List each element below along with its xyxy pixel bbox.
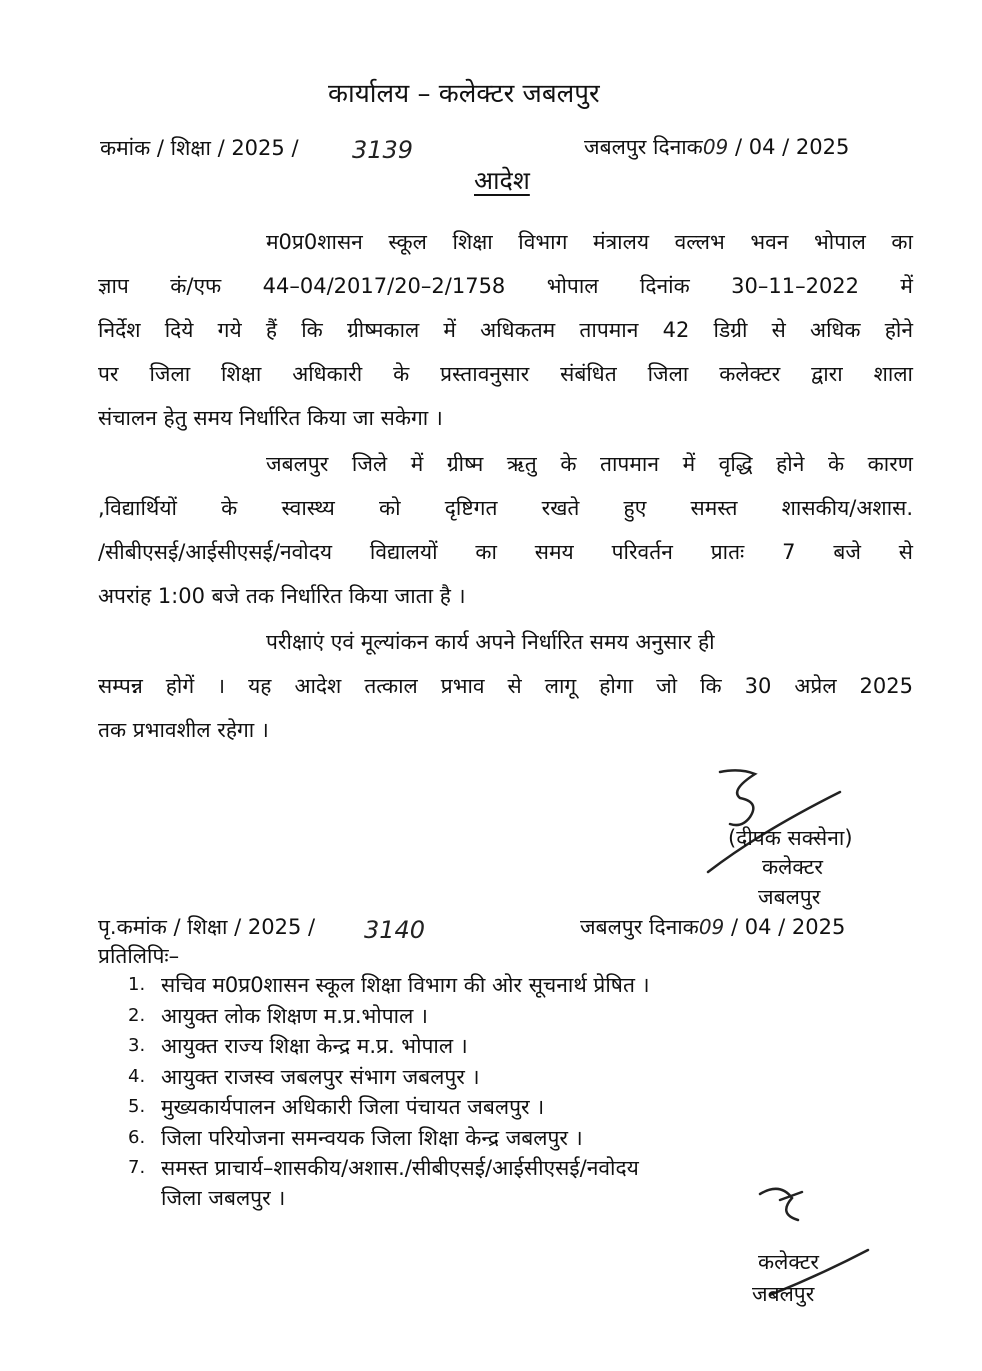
list-number: 4. — [128, 1065, 146, 1087]
endorsement-date — [580, 913, 845, 941]
paragraph-line: /सीबीएसई/आईसीएसई/नवोदय विद्यालयों का समय परिवर्तन प्रातः 7 बजे से — [98, 540, 913, 564]
paragraph-line: जबलपुर जिले में ग्रीष्म ऋतु के तापमान में वृद्धि होने के कारण — [266, 452, 913, 476]
paragraph-line: अपरांह 1:00 बजे तक निर्धारित किया जाता है । — [98, 584, 466, 608]
paragraph-2 — [98, 442, 913, 618]
order-date-prefix: जबलपुर दिनाक — [584, 135, 703, 159]
list-text: आयुक्त राज्य शिक्षा केन्द्र म.प्र. भोपाल । — [161, 1034, 468, 1058]
paragraph-line: तक प्रभावशील रहेगा । — [98, 718, 269, 742]
copy-label: प्रतिलिपिः– — [98, 944, 180, 968]
paragraph-line: ज्ञाप कं/एफ 44–04/2017/20–2/1758 भोपाल दिनांक 30–11–2022 में — [98, 274, 913, 298]
paragraph-3 — [98, 620, 913, 752]
paragraph-line: पर जिला शिक्षा अधिकारी के प्रस्तावनुसार संबंधित जिला कलेक्टर द्वारा शाला — [98, 362, 913, 386]
paragraph-line: म0प्र0शासन स्कूल शिक्षा विभाग मंत्रालय वल्लभ भवन भोपाल का — [266, 230, 913, 254]
order-ref-prefix: कमांक / शिक्षा / 2025 / — [100, 136, 299, 160]
paragraph-line: निर्देश दिये गये हैं कि ग्रीष्मकाल में अधिकतम तापमान 42 डिग्री से अधिक होने — [98, 318, 913, 342]
paragraph-line: संचालन हेतु समय निर्धारित किया जा सकेगा । — [98, 406, 443, 430]
list-number: 3. — [128, 1035, 146, 1056]
list-text: आयुक्त राजस्व जबलपुर संभाग जबलपुर । — [161, 1064, 480, 1089]
signatory-designation: कलेक्टर — [762, 855, 823, 879]
signatory-place: जबलपुर — [758, 885, 821, 909]
order-date-day-handwritten: 09 — [702, 135, 729, 159]
endorsement-number-handwritten: 3140 — [364, 916, 426, 944]
paragraph-line: ,विद्यार्थियों के स्वास्थ्य को दृष्टिगत रखते हुए समस्त शासकीय/अशास. — [98, 496, 913, 520]
order-date-suffix: / 04 / 2025 — [734, 135, 850, 159]
endorsement-date-suffix: / 04 / 2025 — [730, 915, 846, 939]
order-number-handwritten: 3139 — [352, 136, 414, 164]
list-text-continued: जिला जबलपुर । — [161, 1186, 286, 1210]
list-number: 6. — [128, 1126, 146, 1148]
paragraph-line: सम्पन्न होगें । यह आदेश तत्काल प्रभाव से लागू होगा जो कि 30 अप्रेल 2025 — [98, 674, 913, 698]
signatory2-designation: कलेक्टर — [758, 1250, 819, 1274]
endorsement-date-day-handwritten: 09 — [698, 915, 725, 939]
order-date — [584, 133, 849, 161]
order-heading: आदेश — [474, 166, 530, 195]
endorsement-date-prefix: जबलपुर दिनाक — [580, 915, 699, 939]
signatory-name: (दीपक सक्सेना) — [728, 826, 853, 850]
list-number: 5. — [128, 1096, 146, 1117]
list-text: जिला परियोजना समन्वयक जिला शिक्षा केन्द्र जबलपुर । — [161, 1125, 583, 1150]
endorsement-ref-prefix: पृ.कमांक / शिक्षा / 2025 / — [98, 915, 316, 939]
list-text: समस्त प्राचार्य–शासकीय/अशास./सीबीएसई/आईसीएसई/नवोदय — [161, 1156, 639, 1180]
list-number: 1. — [128, 974, 146, 995]
list-number: 7. — [128, 1157, 146, 1178]
signatory2-place: जबलपुर — [752, 1282, 815, 1306]
paragraph-line: परीक्षाएं एवं मूल्यांकन कार्य अपने निर्धारित समय अनुसार ही — [266, 630, 715, 654]
list-number: 2. — [128, 1004, 146, 1026]
list-text: सचिव म0प्र0शासन स्कूल शिक्षा विभाग की ओर सूचनार्थ प्रेषित । — [161, 973, 650, 997]
list-text: मुख्यकार्यपालन अधिकारी जिला पंचायत जबलपुर । — [161, 1095, 545, 1119]
list-text: आयुक्त लोक शिक्षण म.प्र.भोपाल । — [161, 1003, 428, 1028]
paragraph-1 — [98, 220, 913, 440]
office-title: कार्यालय – कलेक्टर जबलपुर — [328, 79, 600, 109]
